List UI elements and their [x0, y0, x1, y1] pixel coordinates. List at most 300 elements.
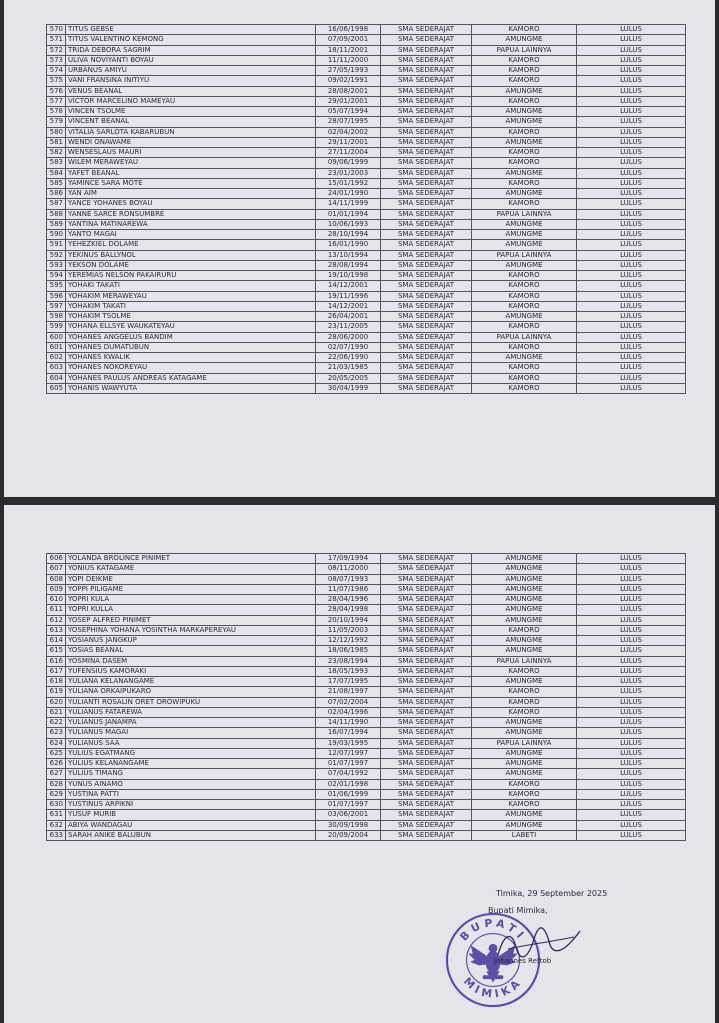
status-cell: LULUS [577, 281, 686, 291]
row-number-cell: 625 [47, 748, 66, 758]
row-number-cell: 606 [47, 554, 66, 564]
student-name-cell: YULIANUS MAGAI [66, 728, 316, 738]
birth-date-cell: 19/03/1995 [316, 738, 381, 748]
table-row [47, 666, 686, 676]
school-level-cell: SMA SEDERAJAT [381, 636, 472, 646]
birth-date-cell: 14/11/1999 [316, 199, 381, 209]
student-name-cell: YUNUS AINAMO [66, 779, 316, 789]
school-level-cell: SMA SEDERAJAT [381, 312, 472, 322]
table-row [47, 271, 686, 281]
status-cell: LULUS [577, 199, 686, 209]
region-cell: AMUNGME [472, 759, 577, 769]
table-row [47, 332, 686, 342]
status-cell: LULUS [577, 45, 686, 55]
status-cell: LULUS [577, 353, 686, 363]
row-number-cell: 597 [47, 301, 66, 311]
school-level-cell: SMA SEDERAJAT [381, 353, 472, 363]
school-level-cell: SMA SEDERAJAT [381, 759, 472, 769]
birth-date-cell: 11/07/1986 [316, 584, 381, 594]
region-cell: AMUNGME [472, 117, 577, 127]
table-row [47, 718, 686, 728]
status-cell: LULUS [577, 810, 686, 820]
region-cell: KAMORO [472, 96, 577, 106]
row-number-cell: 573 [47, 55, 66, 65]
status-cell: LULUS [577, 86, 686, 96]
region-cell: KAMORO [472, 281, 577, 291]
status-cell: LULUS [577, 707, 686, 717]
school-level-cell: SMA SEDERAJAT [381, 779, 472, 789]
row-number-cell: 579 [47, 117, 66, 127]
school-level-cell: SMA SEDERAJAT [381, 373, 472, 383]
birth-date-cell: 20/05/2005 [316, 373, 381, 383]
status-cell: LULUS [577, 301, 686, 311]
region-cell: AMUNGME [472, 728, 577, 738]
region-cell: AMUNGME [472, 584, 577, 594]
student-name-cell: ABIYA WANDAGAU [66, 820, 316, 830]
row-number-cell: 595 [47, 281, 66, 291]
status-cell: LULUS [577, 728, 686, 738]
table-row [47, 615, 686, 625]
birth-date-cell: 13/10/1994 [316, 250, 381, 260]
student-name-cell: YULIUS KELANANGAME [66, 759, 316, 769]
student-name-cell: YANTINA MATINAREWA [66, 219, 316, 229]
region-cell: PAPUA LAINNYA [472, 738, 577, 748]
region-cell: KAMORO [472, 707, 577, 717]
school-level-cell: SMA SEDERAJAT [381, 178, 472, 188]
table-row [47, 250, 686, 260]
birth-date-cell: 14/11/1990 [316, 718, 381, 728]
status-cell: LULUS [577, 363, 686, 373]
student-name-cell: YAMINCE SARA MOTE [66, 178, 316, 188]
table-row [47, 117, 686, 127]
table-row [47, 209, 686, 219]
school-level-cell: SMA SEDERAJAT [381, 687, 472, 697]
row-number-cell: 575 [47, 76, 66, 86]
status-cell: LULUS [577, 636, 686, 646]
region-cell: AMUNGME [472, 86, 577, 96]
birth-date-cell: 20/09/2004 [316, 830, 381, 840]
student-name-cell: VENUS BEANAL [66, 86, 316, 96]
row-number-cell: 620 [47, 697, 66, 707]
status-cell: LULUS [577, 718, 686, 728]
school-level-cell: SMA SEDERAJAT [381, 564, 472, 574]
school-level-cell: SMA SEDERAJAT [381, 615, 472, 625]
school-level-cell: SMA SEDERAJAT [381, 820, 472, 830]
region-cell: AMUNGME [472, 137, 577, 147]
table-row [47, 728, 686, 738]
region-cell: PAPUA LAINNYA [472, 656, 577, 666]
birth-date-cell: 21/08/1997 [316, 687, 381, 697]
row-number-cell: 591 [47, 240, 66, 250]
row-number-cell: 590 [47, 230, 66, 240]
table-row [47, 342, 686, 352]
row-number-cell: 601 [47, 342, 66, 352]
status-cell: LULUS [577, 127, 686, 137]
student-name-cell: YUSUF MURIB [66, 810, 316, 820]
status-cell: LULUS [577, 687, 686, 697]
birth-date-cell: 03/06/2001 [316, 810, 381, 820]
row-number-cell: 576 [47, 86, 66, 96]
school-level-cell: SMA SEDERAJAT [381, 45, 472, 55]
student-name-cell: YULIUS TIMANG [66, 769, 316, 779]
region-cell: KAMORO [472, 301, 577, 311]
region-cell: AMUNGME [472, 240, 577, 250]
region-cell: KAMORO [472, 199, 577, 209]
region-cell: AMUNGME [472, 312, 577, 322]
table-row [47, 800, 686, 810]
status-cell: LULUS [577, 322, 686, 332]
table-row [47, 240, 686, 250]
status-cell: LULUS [577, 615, 686, 625]
school-level-cell: SMA SEDERAJAT [381, 625, 472, 635]
school-level-cell: SMA SEDERAJAT [381, 605, 472, 615]
school-level-cell: SMA SEDERAJAT [381, 96, 472, 106]
student-name-cell: WENSESLAUS MAURI [66, 148, 316, 158]
student-name-cell: YOSMINA DASEM [66, 656, 316, 666]
status-cell: LULUS [577, 677, 686, 687]
region-cell: KAMORO [472, 178, 577, 188]
table-row [47, 107, 686, 117]
table-row [47, 55, 686, 65]
birth-date-cell: 14/12/2001 [316, 281, 381, 291]
status-cell: LULUS [577, 373, 686, 383]
student-name-cell: YAN AIM [66, 189, 316, 199]
region-cell: AMUNGME [472, 615, 577, 625]
birth-date-cell: 05/07/1994 [316, 107, 381, 117]
school-level-cell: SMA SEDERAJAT [381, 86, 472, 96]
birth-date-cell: 02/01/1998 [316, 779, 381, 789]
table-row [47, 189, 686, 199]
row-number-cell: 594 [47, 271, 66, 281]
region-cell: KAMORO [472, 789, 577, 799]
birth-date-cell: 16/06/1998 [316, 25, 381, 35]
table-row [47, 677, 686, 687]
student-name-cell: YOSIAS BEANAL [66, 646, 316, 656]
row-number-cell: 618 [47, 677, 66, 687]
row-number-cell: 585 [47, 178, 66, 188]
school-level-cell: SMA SEDERAJAT [381, 830, 472, 840]
school-level-cell: SMA SEDERAJAT [381, 199, 472, 209]
row-number-cell: 603 [47, 363, 66, 373]
row-number-cell: 570 [47, 25, 66, 35]
birth-date-cell: 26/04/2001 [316, 312, 381, 322]
student-name-cell: YUSTINUS ARPIKNI [66, 800, 316, 810]
birth-date-cell: 01/07/1997 [316, 800, 381, 810]
region-cell: AMUNGME [472, 574, 577, 584]
status-cell: LULUS [577, 554, 686, 564]
table-row [47, 127, 686, 137]
student-name-cell: YOHANES KWALIK [66, 353, 316, 363]
student-name-cell: VINCENT BEANAL [66, 117, 316, 127]
row-number-cell: 588 [47, 209, 66, 219]
row-number-cell: 583 [47, 158, 66, 168]
table-row [47, 820, 686, 830]
row-number-cell: 592 [47, 250, 66, 260]
student-name-cell: YEKSON DOLAME [66, 260, 316, 270]
region-cell: KAMORO [472, 25, 577, 35]
birth-date-cell: 14/12/2001 [316, 301, 381, 311]
status-cell: LULUS [577, 66, 686, 76]
table-row [47, 830, 686, 840]
school-level-cell: SMA SEDERAJAT [381, 554, 472, 564]
school-level-cell: SMA SEDERAJAT [381, 76, 472, 86]
birth-date-cell: 30/04/1999 [316, 383, 381, 393]
region-cell: AMUNGME [472, 820, 577, 830]
table-row [47, 636, 686, 646]
table-row [47, 605, 686, 615]
birth-date-cell: 19/10/1998 [316, 271, 381, 281]
status-cell: LULUS [577, 312, 686, 322]
status-cell: LULUS [577, 219, 686, 229]
student-name-cell: YULIANA KELANANGAME [66, 677, 316, 687]
table-row [47, 373, 686, 383]
school-level-cell: SMA SEDERAJAT [381, 342, 472, 352]
birth-date-cell: 01/01/1994 [316, 209, 381, 219]
student-name-cell: TRIDA DEBORA SAGRIM [66, 45, 316, 55]
row-number-cell: 610 [47, 595, 66, 605]
status-cell: LULUS [577, 564, 686, 574]
region-cell: KAMORO [472, 148, 577, 158]
student-name-cell: YOHAKIM TSOLME [66, 312, 316, 322]
birth-date-cell: 22/06/1990 [316, 353, 381, 363]
region-cell: KAMORO [472, 687, 577, 697]
row-number-cell: 609 [47, 584, 66, 594]
student-name-cell: YULIANUS FATAREWA [66, 707, 316, 717]
school-level-cell: SMA SEDERAJAT [381, 281, 472, 291]
region-cell: AMUNGME [472, 636, 577, 646]
table-row [47, 25, 686, 35]
document-page-1 [4, 0, 715, 497]
student-name-cell: YOPI DEIKME [66, 574, 316, 584]
school-level-cell: SMA SEDERAJAT [381, 260, 472, 270]
region-cell: AMUNGME [472, 260, 577, 270]
birth-date-cell: 29/01/2001 [316, 96, 381, 106]
status-cell: LULUS [577, 107, 686, 117]
student-name-cell: YONIUS KATAGAME [66, 564, 316, 574]
student-name-cell: WILEM MERAWEYAU [66, 158, 316, 168]
graduate-table-part-1 [46, 24, 686, 394]
table-row [47, 748, 686, 758]
table-row [47, 76, 686, 86]
status-cell: LULUS [577, 148, 686, 158]
student-name-cell: YOSEP ALFRED PINIMET [66, 615, 316, 625]
status-cell: LULUS [577, 800, 686, 810]
student-name-cell: YEREMIAS NELSON PAKAIRURU [66, 271, 316, 281]
birth-date-cell: 01/06/1999 [316, 789, 381, 799]
school-level-cell: SMA SEDERAJAT [381, 291, 472, 301]
region-cell: KAMORO [472, 291, 577, 301]
school-level-cell: SMA SEDERAJAT [381, 656, 472, 666]
table-row [47, 625, 686, 635]
row-number-cell: 584 [47, 168, 66, 178]
table-row [47, 646, 686, 656]
row-number-cell: 631 [47, 810, 66, 820]
school-level-cell: SMA SEDERAJAT [381, 677, 472, 687]
region-cell: AMUNGME [472, 219, 577, 229]
student-name-cell: YOHANES DUMATUBUN [66, 342, 316, 352]
birth-date-cell: 07/09/2001 [316, 35, 381, 45]
graduate-table-part-2 [46, 553, 686, 841]
birth-date-cell: 12/12/1992 [316, 636, 381, 646]
student-name-cell: YULIANUS JANAMPA [66, 718, 316, 728]
status-cell: LULUS [577, 55, 686, 65]
birth-date-cell: 28/07/1995 [316, 117, 381, 127]
region-cell: KAMORO [472, 271, 577, 281]
school-level-cell: SMA SEDERAJAT [381, 301, 472, 311]
region-cell: KAMORO [472, 697, 577, 707]
birth-date-cell: 09/06/1999 [316, 158, 381, 168]
student-name-cell: VICTOR MARCELINO MAMEYAU [66, 96, 316, 106]
school-level-cell: SMA SEDERAJAT [381, 769, 472, 779]
region-cell: KAMORO [472, 625, 577, 635]
status-cell: LULUS [577, 820, 686, 830]
table-row [47, 148, 686, 158]
row-number-cell: 571 [47, 35, 66, 45]
row-number-cell: 572 [47, 45, 66, 55]
signature-office: Bupati Mimika, [488, 906, 548, 915]
region-cell: PAPUA LAINNYA [472, 45, 577, 55]
table-row [47, 564, 686, 574]
student-name-cell: YOPRI KULA [66, 595, 316, 605]
birth-date-cell: 08/07/1993 [316, 574, 381, 584]
student-name-cell: YOLANDA BROLINCE PINIMET [66, 554, 316, 564]
table-row [47, 584, 686, 594]
region-cell: AMUNGME [472, 230, 577, 240]
row-number-cell: 605 [47, 383, 66, 393]
status-cell: LULUS [577, 605, 686, 615]
table-row [47, 595, 686, 605]
student-name-cell: YOHANES ANGGELUS BANDIM [66, 332, 316, 342]
status-cell: LULUS [577, 250, 686, 260]
school-level-cell: SMA SEDERAJAT [381, 748, 472, 758]
birth-date-cell: 15/01/1992 [316, 178, 381, 188]
region-cell: KAMORO [472, 363, 577, 373]
school-level-cell: SMA SEDERAJAT [381, 148, 472, 158]
status-cell: LULUS [577, 189, 686, 199]
student-name-cell: YEHEZKIEL DOLAME [66, 240, 316, 250]
region-cell: AMUNGME [472, 718, 577, 728]
status-cell: LULUS [577, 656, 686, 666]
birth-date-cell: 28/04/1996 [316, 595, 381, 605]
table-row [47, 353, 686, 363]
table-row [47, 35, 686, 45]
status-cell: LULUS [577, 383, 686, 393]
region-cell: AMUNGME [472, 810, 577, 820]
row-number-cell: 624 [47, 738, 66, 748]
school-level-cell: SMA SEDERAJAT [381, 117, 472, 127]
birth-date-cell: 21/03/1985 [316, 363, 381, 373]
status-cell: LULUS [577, 240, 686, 250]
school-level-cell: SMA SEDERAJAT [381, 168, 472, 178]
status-cell: LULUS [577, 789, 686, 799]
student-name-cell: SARAH ANIKE BALUBUN [66, 830, 316, 840]
region-cell: KAMORO [472, 66, 577, 76]
status-cell: LULUS [577, 332, 686, 342]
status-cell: LULUS [577, 230, 686, 240]
row-number-cell: 626 [47, 759, 66, 769]
table-row [47, 687, 686, 697]
student-name-cell: YANNE SARCE RONSUMBRE [66, 209, 316, 219]
school-level-cell: SMA SEDERAJAT [381, 800, 472, 810]
school-level-cell: SMA SEDERAJAT [381, 666, 472, 676]
row-number-cell: 586 [47, 189, 66, 199]
region-cell: KAMORO [472, 779, 577, 789]
birth-date-cell: 10/06/1993 [316, 219, 381, 229]
row-number-cell: 613 [47, 625, 66, 635]
student-name-cell: URBANUS AMIYU [66, 66, 316, 76]
svg-text:MIMIKA: MIMIKA [460, 974, 526, 1001]
student-name-cell: YOPPI PILIGAME [66, 584, 316, 594]
region-cell: KAMORO [472, 666, 577, 676]
status-cell: LULUS [577, 271, 686, 281]
school-level-cell: SMA SEDERAJAT [381, 697, 472, 707]
table-row [47, 707, 686, 717]
school-level-cell: SMA SEDERAJAT [381, 363, 472, 373]
birth-date-cell: 16/07/1994 [316, 728, 381, 738]
birth-date-cell: 27/05/1993 [316, 66, 381, 76]
row-number-cell: 619 [47, 687, 66, 697]
row-number-cell: 633 [47, 830, 66, 840]
student-name-cell: YOHAKI TAKATI [66, 281, 316, 291]
student-name-cell: VINCEN TSOLME [66, 107, 316, 117]
school-level-cell: SMA SEDERAJAT [381, 137, 472, 147]
school-level-cell: SMA SEDERAJAT [381, 189, 472, 199]
row-number-cell: 632 [47, 820, 66, 830]
status-cell: LULUS [577, 117, 686, 127]
school-level-cell: SMA SEDERAJAT [381, 66, 472, 76]
status-cell: LULUS [577, 25, 686, 35]
row-number-cell: 629 [47, 789, 66, 799]
school-level-cell: SMA SEDERAJAT [381, 25, 472, 35]
birth-date-cell: 28/04/1998 [316, 605, 381, 615]
birth-date-cell: 18/06/1985 [316, 646, 381, 656]
school-level-cell: SMA SEDERAJAT [381, 383, 472, 393]
school-level-cell: SMA SEDERAJAT [381, 35, 472, 45]
school-level-cell: SMA SEDERAJAT [381, 810, 472, 820]
student-name-cell: YOHANIS WAWYUTA [66, 383, 316, 393]
row-number-cell: 630 [47, 800, 66, 810]
row-number-cell: 604 [47, 373, 66, 383]
status-cell: LULUS [577, 96, 686, 106]
region-cell: AMUNGME [472, 107, 577, 117]
region-cell: AMUNGME [472, 595, 577, 605]
row-number-cell: 627 [47, 769, 66, 779]
region-cell: KAMORO [472, 76, 577, 86]
table-row [47, 168, 686, 178]
student-name-cell: YOHAKIM TAKATI [66, 301, 316, 311]
birth-date-cell: 02/07/1990 [316, 342, 381, 352]
status-cell: LULUS [577, 666, 686, 676]
student-name-cell: TITUS GEBSE [66, 25, 316, 35]
row-number-cell: 598 [47, 312, 66, 322]
document-page-2 [4, 505, 715, 1023]
row-number-cell: 600 [47, 332, 66, 342]
row-number-cell: 581 [47, 137, 66, 147]
school-level-cell: SMA SEDERAJAT [381, 718, 472, 728]
table-row [47, 383, 686, 393]
table-row [47, 66, 686, 76]
student-name-cell: YANTO MAGAI [66, 230, 316, 240]
school-level-cell: SMA SEDERAJAT [381, 707, 472, 717]
region-cell: AMUNGME [472, 168, 577, 178]
birth-date-cell: 02/04/2002 [316, 127, 381, 137]
table-row [47, 769, 686, 779]
region-cell: PAPUA LAINNYA [472, 209, 577, 219]
table-row [47, 260, 686, 270]
status-cell: LULUS [577, 168, 686, 178]
birth-date-cell: 01/07/1997 [316, 759, 381, 769]
student-name-cell: YOHANES PAULUS ANDREAS KATAGAME [66, 373, 316, 383]
